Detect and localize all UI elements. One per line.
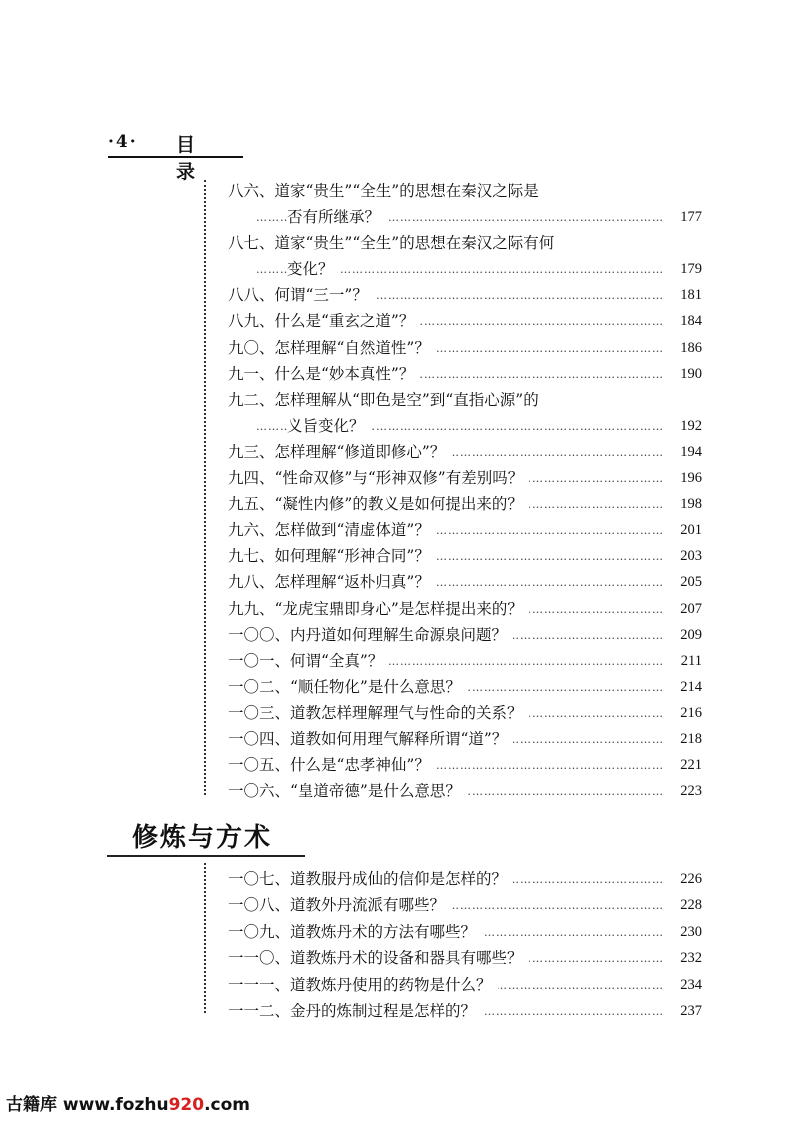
toc-entry-title: 九六、怎样做到“清虚体道”？ [228, 517, 436, 543]
toc-entry-title: 八八、何谓“三一”？ [228, 282, 374, 308]
toc-entry [228, 648, 702, 674]
watermark-footer [6, 1090, 250, 1115]
toc-entry [228, 752, 702, 778]
toc-entry-page: 228 [664, 892, 702, 918]
toc-entry-title: 九三、怎样理解“修道即修心”？ [228, 439, 451, 465]
toc-entry-page: 196 [664, 465, 702, 491]
toc-entry [228, 204, 702, 230]
toc-entry-page: 192 [664, 413, 702, 439]
toc-entry-page: 223 [664, 778, 702, 804]
toc-entry [228, 335, 702, 361]
toc-entry [228, 726, 702, 752]
toc-entry-title: 一〇五、什么是“忠孝神仙”？ [228, 752, 436, 778]
toc-entry-title: 八六、道家“贵生”“全生”的思想在秦汉之际是 [228, 178, 545, 204]
toc-entry-page: 205 [664, 569, 702, 595]
toc-entry-title: 八七、道家“贵生”“全生”的思想在秦汉之际有何 [228, 230, 560, 256]
toc-entry-title: 否有所继承？ [287, 204, 386, 230]
footer-highlight: 920 [168, 1095, 205, 1115]
toc-entry-title: 一〇六、“皇道帝德”是什么意思？ [228, 778, 467, 804]
toc-entry-title: 一〇一、何谓“全真”？ [228, 648, 389, 674]
toc-entry-title: 一一〇、道教炼丹术的设备和器具有哪些？ [228, 945, 529, 971]
toc-entry [228, 491, 702, 517]
toc-entry [228, 543, 702, 569]
page-title: 目 录 [176, 134, 210, 183]
toc-entry-title: 一〇四、道教如何用理气解释所谓“道”？ [228, 726, 513, 752]
toc-entry [228, 919, 702, 945]
footer-suffix: .com [204, 1095, 251, 1115]
toc-entry-page: 221 [664, 752, 702, 778]
toc-entry-page: 207 [664, 596, 702, 622]
toc-entry [228, 972, 702, 998]
toc-entry-title: 九九、“龙虎宝鼎即身心”是怎样提出来的？ [228, 596, 529, 622]
toc-entry [228, 866, 702, 892]
toc-entry [228, 517, 702, 543]
toc-entry-title: 一〇〇、内丹道如何理解生命源泉问题？ [228, 622, 513, 648]
toc-entry-page: 190 [664, 361, 702, 387]
toc-entry [228, 282, 702, 308]
toc-entry-page: 186 [664, 335, 702, 361]
toc-entry-page: 198 [664, 491, 702, 517]
section-rule [107, 855, 305, 857]
toc-entry-page: 177 [664, 204, 702, 230]
toc-entry-page: 218 [664, 726, 702, 752]
toc-entry-title: 一〇二、“顺任物化”是什么意思？ [228, 674, 467, 700]
toc-entry-title: 九〇、怎样理解“自然道性”？ [228, 335, 436, 361]
header-rule [108, 156, 243, 158]
footer-prefix: 古籍库 www.fozhu [6, 1095, 169, 1115]
toc-list [228, 866, 702, 1024]
toc-entry-title: 一〇八、道教外丹流派有哪些？ [228, 892, 451, 918]
toc-entry [228, 256, 702, 282]
toc-entry-page: 194 [664, 439, 702, 465]
toc-entry [228, 413, 702, 439]
toc-entry-page: 226 [664, 866, 702, 892]
toc-entry-page: 234 [664, 972, 702, 998]
toc-entry-page: 237 [664, 998, 702, 1024]
toc-entry [228, 387, 702, 413]
toc-entry-title: 九七、如何理解“形神合同”？ [228, 543, 436, 569]
toc-entry-title: 九四、“性命双修”与“形神双修”有差别吗？ [228, 465, 529, 491]
dotted-margin-rule [204, 863, 206, 1013]
section-heading: 修炼与方术 [132, 823, 273, 853]
toc-entry-page: 209 [664, 622, 702, 648]
toc-entry-page: 214 [664, 674, 702, 700]
toc-entry-title: 九一、什么是“妙本真性”？ [228, 361, 420, 387]
toc-list [228, 178, 702, 804]
toc-entry [228, 230, 702, 256]
toc-entry-page: 181 [664, 282, 702, 308]
toc-entry [228, 596, 702, 622]
toc-entry [228, 892, 702, 918]
toc-entry-title: 义旨变化？ [287, 413, 371, 439]
toc-entry [228, 674, 702, 700]
toc-entry-title: 一一二、金丹的炼制过程是怎样的？ [228, 998, 482, 1024]
page-number: ·4· [108, 132, 138, 152]
toc-entry [228, 439, 702, 465]
toc-entry-page: 230 [664, 919, 702, 945]
toc-entry-title: 八九、什么是“重玄之道”？ [228, 308, 420, 334]
toc-entry [228, 622, 702, 648]
toc-entry [228, 998, 702, 1024]
toc-entry-page: 216 [664, 700, 702, 726]
toc-entry-title: 九八、怎样理解“返朴归真”？ [228, 569, 436, 595]
toc-entry-page: 179 [664, 256, 702, 282]
running-header [108, 130, 243, 183]
toc-entry-page: 201 [664, 517, 702, 543]
toc-entry [228, 465, 702, 491]
toc-entry-page: 203 [664, 543, 702, 569]
toc-entry-page: 184 [664, 308, 702, 334]
toc-entry-title: 一〇七、道教服丹成仙的信仰是怎样的？ [228, 866, 513, 892]
toc-entry-title: 变化？ [287, 256, 340, 282]
toc-entry [228, 569, 702, 595]
toc-entry-page: 211 [664, 648, 702, 674]
toc-entry [228, 178, 702, 204]
toc-entry [228, 700, 702, 726]
toc-entry-title: 一〇三、道教怎样理解理气与性命的关系？ [228, 700, 529, 726]
toc-entry-title: 九二、怎样理解从“即色是空”到“直指心源”的 [228, 387, 545, 413]
toc-entry [228, 945, 702, 971]
toc-entry-page: 232 [664, 945, 702, 971]
toc-entry-title: 一一一、道教炼丹使用的药物是什么？ [228, 972, 498, 998]
toc-entry-title: 九五、“凝性内修”的教义是如何提出来的？ [228, 491, 529, 517]
toc-entry [228, 778, 702, 804]
dotted-margin-rule [204, 180, 206, 795]
toc-entry-title: 一〇九、道教炼丹术的方法有哪些？ [228, 919, 482, 945]
toc-entry [228, 361, 702, 387]
toc-entry [228, 308, 702, 334]
